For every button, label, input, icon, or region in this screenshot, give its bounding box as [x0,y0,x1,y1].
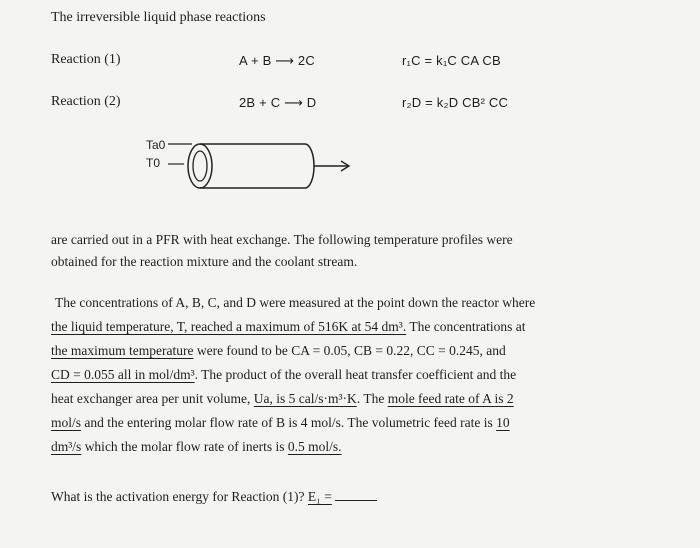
body-line-1: The concentrations of A, B, C, and D were measured at the point down the reactor where [55,295,536,310]
reaction-2-label: Reaction (2) [51,94,121,109]
ua-value: Ua, is 5 cal/s·m³·K [253,391,357,406]
volumetric-feed-rate: 10 [496,415,510,430]
cd-value: CD = 0.055 all in mol/dm³ [51,367,195,382]
intro-line-1: are carried out in a PFR with heat exchange. The following temperature profiles were [51,232,513,247]
reaction-2-rate-law: r₂D = k₂D CB² CC [402,95,509,110]
reaction-1-rate-law: r₁C = k₁C CA CB [402,53,501,68]
max-temp-phrase: the maximum temperature [51,343,194,358]
answer-blank[interactable] [335,488,377,501]
reaction-1-equation: A + B ⟶ 2C [239,53,315,68]
body-line-5: heat exchanger area per unit volume, Ua, is 5 cal/s·m³·K. The mole feed rate of A is 2 [51,391,514,406]
page-title: The irreversible liquid phase reactions [51,10,266,25]
intro-line-2: obtained for the reaction mixture and the coolant stream. [51,254,358,269]
feed-rate-a: mole feed rate of A is 2 [387,391,514,406]
body-line-4: CD = 0.055 all in mol/dm³. The product of the overall heat transfer coefficient and the [51,367,517,382]
body-line-7: dm³/s which the molar flow rate of inerts is 0.5 mol/s. [51,439,342,454]
reaction-2-equation: 2B + C ⟶ D [239,95,317,110]
question [51,486,377,508]
feed-temp-label: T0 [146,156,161,170]
body-line-3: the maximum temperature were found to be CA = 0.05, CB = 0.22, CC = 0.245, and [51,343,506,358]
inerts-flow-rate: 0.5 mol/s. [287,439,342,454]
coolant-inlet-temp-label: Ta0 [146,138,166,152]
volumetric-unit: dm³/s [51,439,82,454]
body-line-2: the liquid temperature, T, reached a maximum of 516K at 54 dm³. The concentrations at [51,319,526,334]
answer-label: E₁ = [307,489,332,504]
question-text: What is the activation energy for Reaction (1)? [51,489,308,504]
max-temp-condition: the liquid temperature, T, reached a maximum of 516K at 54 dm³. [51,319,407,334]
feed-rate-a-unit: mol/s [51,415,82,430]
pfr-reactor-diagram [160,132,360,204]
body-line-6: mol/s and the entering molar flow rate of B is 4 mol/s. The volumetric feed rate is 10 [51,415,510,430]
reaction-1-label: Reaction (1) [51,52,121,67]
